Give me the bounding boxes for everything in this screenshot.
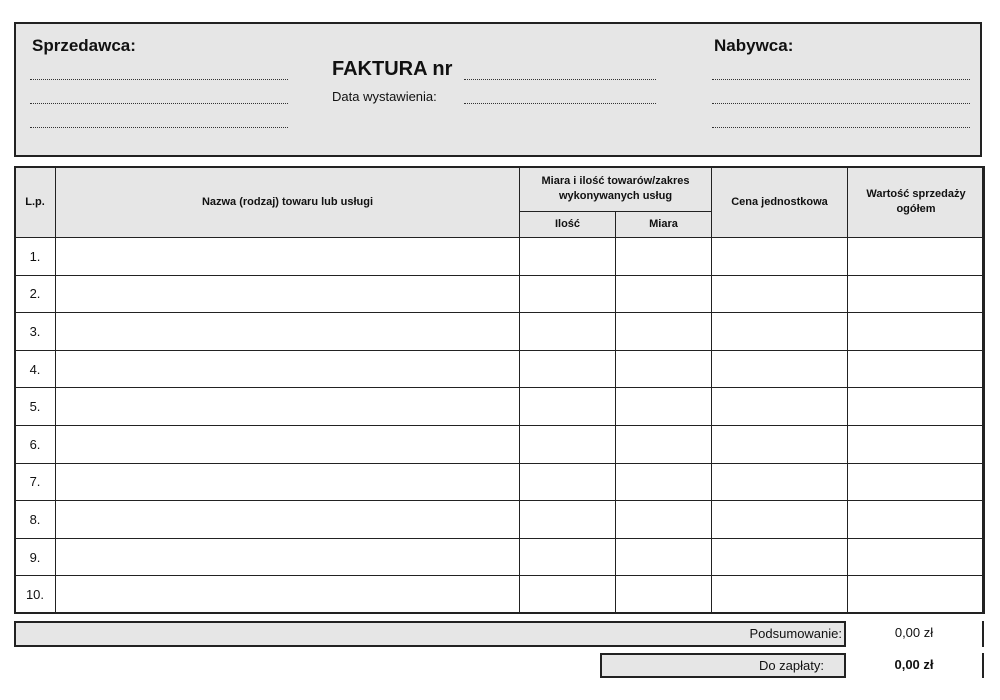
name-cell[interactable] <box>56 538 520 576</box>
col-header-lp: L.p. <box>15 167 56 238</box>
invoice-number-line[interactable] <box>464 79 656 80</box>
name-cell[interactable] <box>56 238 520 276</box>
unit-cell[interactable] <box>616 538 712 576</box>
unit-price-cell[interactable] <box>712 463 848 501</box>
total-cell[interactable] <box>848 576 985 614</box>
qty-cell[interactable] <box>520 501 616 539</box>
unit-price-cell[interactable] <box>712 313 848 351</box>
summary-value: 0,00 zł <box>844 621 982 647</box>
unit-price-cell[interactable] <box>712 576 848 614</box>
qty-cell[interactable] <box>520 275 616 313</box>
name-cell[interactable] <box>56 501 520 539</box>
table-row <box>15 313 985 351</box>
col-header-name: Nazwa (rodzaj) towaru lub usługi <box>56 167 520 238</box>
row-number: 10. <box>15 576 56 614</box>
row-number: 6. <box>15 425 56 463</box>
name-cell[interactable] <box>56 576 520 614</box>
row-number: 7. <box>15 463 56 501</box>
col-header-measure-group: Miara i ilość towarów/zakres wykonywanych usług <box>520 167 712 212</box>
seller-label: Sprzedawca: <box>32 36 136 55</box>
row-number: 9. <box>15 538 56 576</box>
buyer-line-1[interactable] <box>712 79 970 80</box>
qty-cell[interactable] <box>520 576 616 614</box>
table-row <box>15 538 985 576</box>
qty-cell[interactable] <box>520 463 616 501</box>
name-cell[interactable] <box>56 425 520 463</box>
total-cell[interactable] <box>848 463 985 501</box>
unit-price-cell[interactable] <box>712 425 848 463</box>
unit-cell[interactable] <box>616 463 712 501</box>
seller-line-3[interactable] <box>30 127 288 128</box>
payment-label: Do zapłaty: <box>758 658 824 673</box>
unit-cell[interactable] <box>616 501 712 539</box>
row-number: 2. <box>15 275 56 313</box>
col-header-unit-price: Cena jednostkowa <box>712 167 848 238</box>
row-number: 5. <box>15 388 56 426</box>
row-number: 8. <box>15 501 56 539</box>
col-header-total: Wartość sprzedaży ogółem <box>848 167 985 238</box>
qty-cell[interactable] <box>520 425 616 463</box>
row-number: 4. <box>15 350 56 388</box>
col-header-qty: Ilość <box>520 212 616 238</box>
qty-cell[interactable] <box>520 538 616 576</box>
name-cell[interactable] <box>56 463 520 501</box>
summary-label: Podsumowanie: <box>749 626 842 641</box>
total-cell[interactable] <box>848 313 985 351</box>
qty-cell[interactable] <box>520 238 616 276</box>
table-row <box>15 275 985 313</box>
total-cell[interactable] <box>848 275 985 313</box>
table-row <box>15 425 985 463</box>
summary-bar <box>14 621 984 647</box>
unit-price-cell[interactable] <box>712 275 848 313</box>
table-row <box>15 501 985 539</box>
qty-cell[interactable] <box>520 350 616 388</box>
issue-date-label: Data wystawienia: <box>332 89 437 104</box>
unit-cell[interactable] <box>616 388 712 426</box>
table-row <box>15 576 985 614</box>
buyer-line-2[interactable] <box>712 103 970 104</box>
name-cell[interactable] <box>56 350 520 388</box>
row-number: 3. <box>15 313 56 351</box>
invoice-header <box>14 22 982 157</box>
col-header-unit: Miara <box>616 212 712 238</box>
unit-price-cell[interactable] <box>712 238 848 276</box>
unit-price-cell[interactable] <box>712 501 848 539</box>
unit-price-cell[interactable] <box>712 388 848 426</box>
unit-cell[interactable] <box>616 576 712 614</box>
total-cell[interactable] <box>848 538 985 576</box>
total-cell[interactable] <box>848 425 985 463</box>
buyer-line-3[interactable] <box>712 127 970 128</box>
unit-price-cell[interactable] <box>712 350 848 388</box>
name-cell[interactable] <box>56 275 520 313</box>
table-row <box>15 350 985 388</box>
seller-line-1[interactable] <box>30 79 288 80</box>
qty-cell[interactable] <box>520 313 616 351</box>
unit-cell[interactable] <box>616 275 712 313</box>
total-cell[interactable] <box>848 388 985 426</box>
unit-cell[interactable] <box>616 238 712 276</box>
row-number: 1. <box>15 238 56 276</box>
payment-bar <box>600 653 984 678</box>
total-cell[interactable] <box>848 501 985 539</box>
unit-cell[interactable] <box>616 350 712 388</box>
total-cell[interactable] <box>848 350 985 388</box>
items-table <box>14 166 985 614</box>
table-row <box>15 238 985 276</box>
name-cell[interactable] <box>56 313 520 351</box>
seller-line-2[interactable] <box>30 103 288 104</box>
invoice-title: FAKTURA nr <box>332 58 453 80</box>
qty-cell[interactable] <box>520 388 616 426</box>
unit-price-cell[interactable] <box>712 538 848 576</box>
name-cell[interactable] <box>56 388 520 426</box>
issue-date-line[interactable] <box>464 103 656 104</box>
buyer-label: Nabywca: <box>714 36 794 55</box>
unit-cell[interactable] <box>616 313 712 351</box>
payment-value: 0,00 zł <box>844 653 982 678</box>
unit-cell[interactable] <box>616 425 712 463</box>
total-cell[interactable] <box>848 238 985 276</box>
table-row <box>15 463 985 501</box>
table-row <box>15 388 985 426</box>
